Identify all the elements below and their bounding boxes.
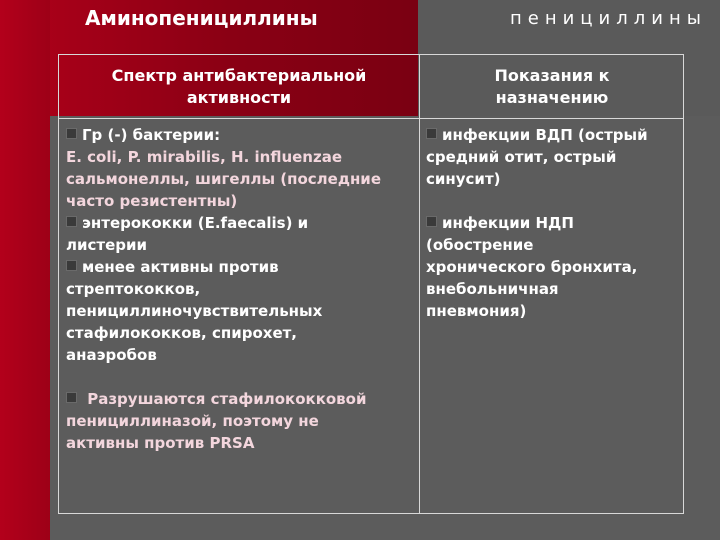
spectrum-item-less-active: менее активны против xyxy=(66,256,416,278)
indication-lower-respiratory-l4: внебольничная xyxy=(426,280,559,298)
spectrum-item-penicillinase: Разрушаются стафилококковой xyxy=(66,388,416,410)
spectrum-less-active-l4: стафилококков, спирохет, xyxy=(66,324,298,342)
spacer xyxy=(66,366,416,388)
spectrum-gram-negative-species: E. coli, P. mirabilis, H. influenzae xyxy=(66,148,342,166)
indication-upper-respiratory-l3: синусит) xyxy=(426,170,501,188)
spectrum-item-gram-negative: Гр (-) бактерии: xyxy=(66,124,416,146)
table-header-spectrum xyxy=(60,65,418,109)
indication-lower-respiratory-l3: хронического бронхита, xyxy=(426,258,638,276)
spectrum-gram-negative-resistance: часто резистентны) xyxy=(66,192,238,210)
bullet-icon xyxy=(426,128,437,139)
spectrum-enterococci-cont: листерии xyxy=(66,236,148,254)
spectrum-less-active-l2: стрептококков, xyxy=(66,280,201,298)
indication-item-lower-respiratory: инфекции НДП xyxy=(426,212,682,234)
spectrum-item-enterococci: энтерококки (E.faecalis) и xyxy=(66,212,416,234)
left-red-stripe xyxy=(0,0,50,540)
header-spectrum-line2: активности xyxy=(186,88,292,107)
spectrum-penicillinase-l3: активны против PRSA xyxy=(66,434,255,452)
spacer xyxy=(426,190,682,212)
slide-title: Аминопенициллины xyxy=(85,6,318,30)
indication-lower-respiratory-l5: пневмония) xyxy=(426,302,527,320)
header-indications-line1: Показания к xyxy=(494,66,610,85)
spectrum-less-active-l3: пенициллиночувствительных xyxy=(66,302,323,320)
spectrum-penicillinase-l2: пенициллиназой, поэтому не xyxy=(66,412,319,430)
indication-upper-respiratory-l2: средний отит, острый xyxy=(426,148,617,166)
table-header-divider xyxy=(58,118,684,119)
bullet-icon xyxy=(426,216,437,227)
bullet-icon xyxy=(66,260,77,271)
bullet-icon xyxy=(66,128,77,139)
spectrum-cell xyxy=(66,124,416,454)
indication-item-upper-respiratory: инфекции ВДП (острый xyxy=(426,124,682,146)
slide-subtitle: пенициллины xyxy=(510,8,707,29)
bullet-icon xyxy=(66,392,77,403)
indication-lower-respiratory-l2: (обострение xyxy=(426,236,534,254)
spectrum-less-active-l5: анаэробов xyxy=(66,346,157,364)
header-indications-line2: назначению xyxy=(495,88,609,107)
indications-cell xyxy=(426,124,682,322)
bullet-icon xyxy=(66,216,77,227)
spectrum-gram-negative-more: сальмонеллы, шигеллы (последние xyxy=(66,170,381,188)
header-spectrum-line1: Спектр антибактериальной xyxy=(111,66,367,85)
table-header-indications xyxy=(421,65,683,109)
table-column-divider xyxy=(419,54,420,514)
